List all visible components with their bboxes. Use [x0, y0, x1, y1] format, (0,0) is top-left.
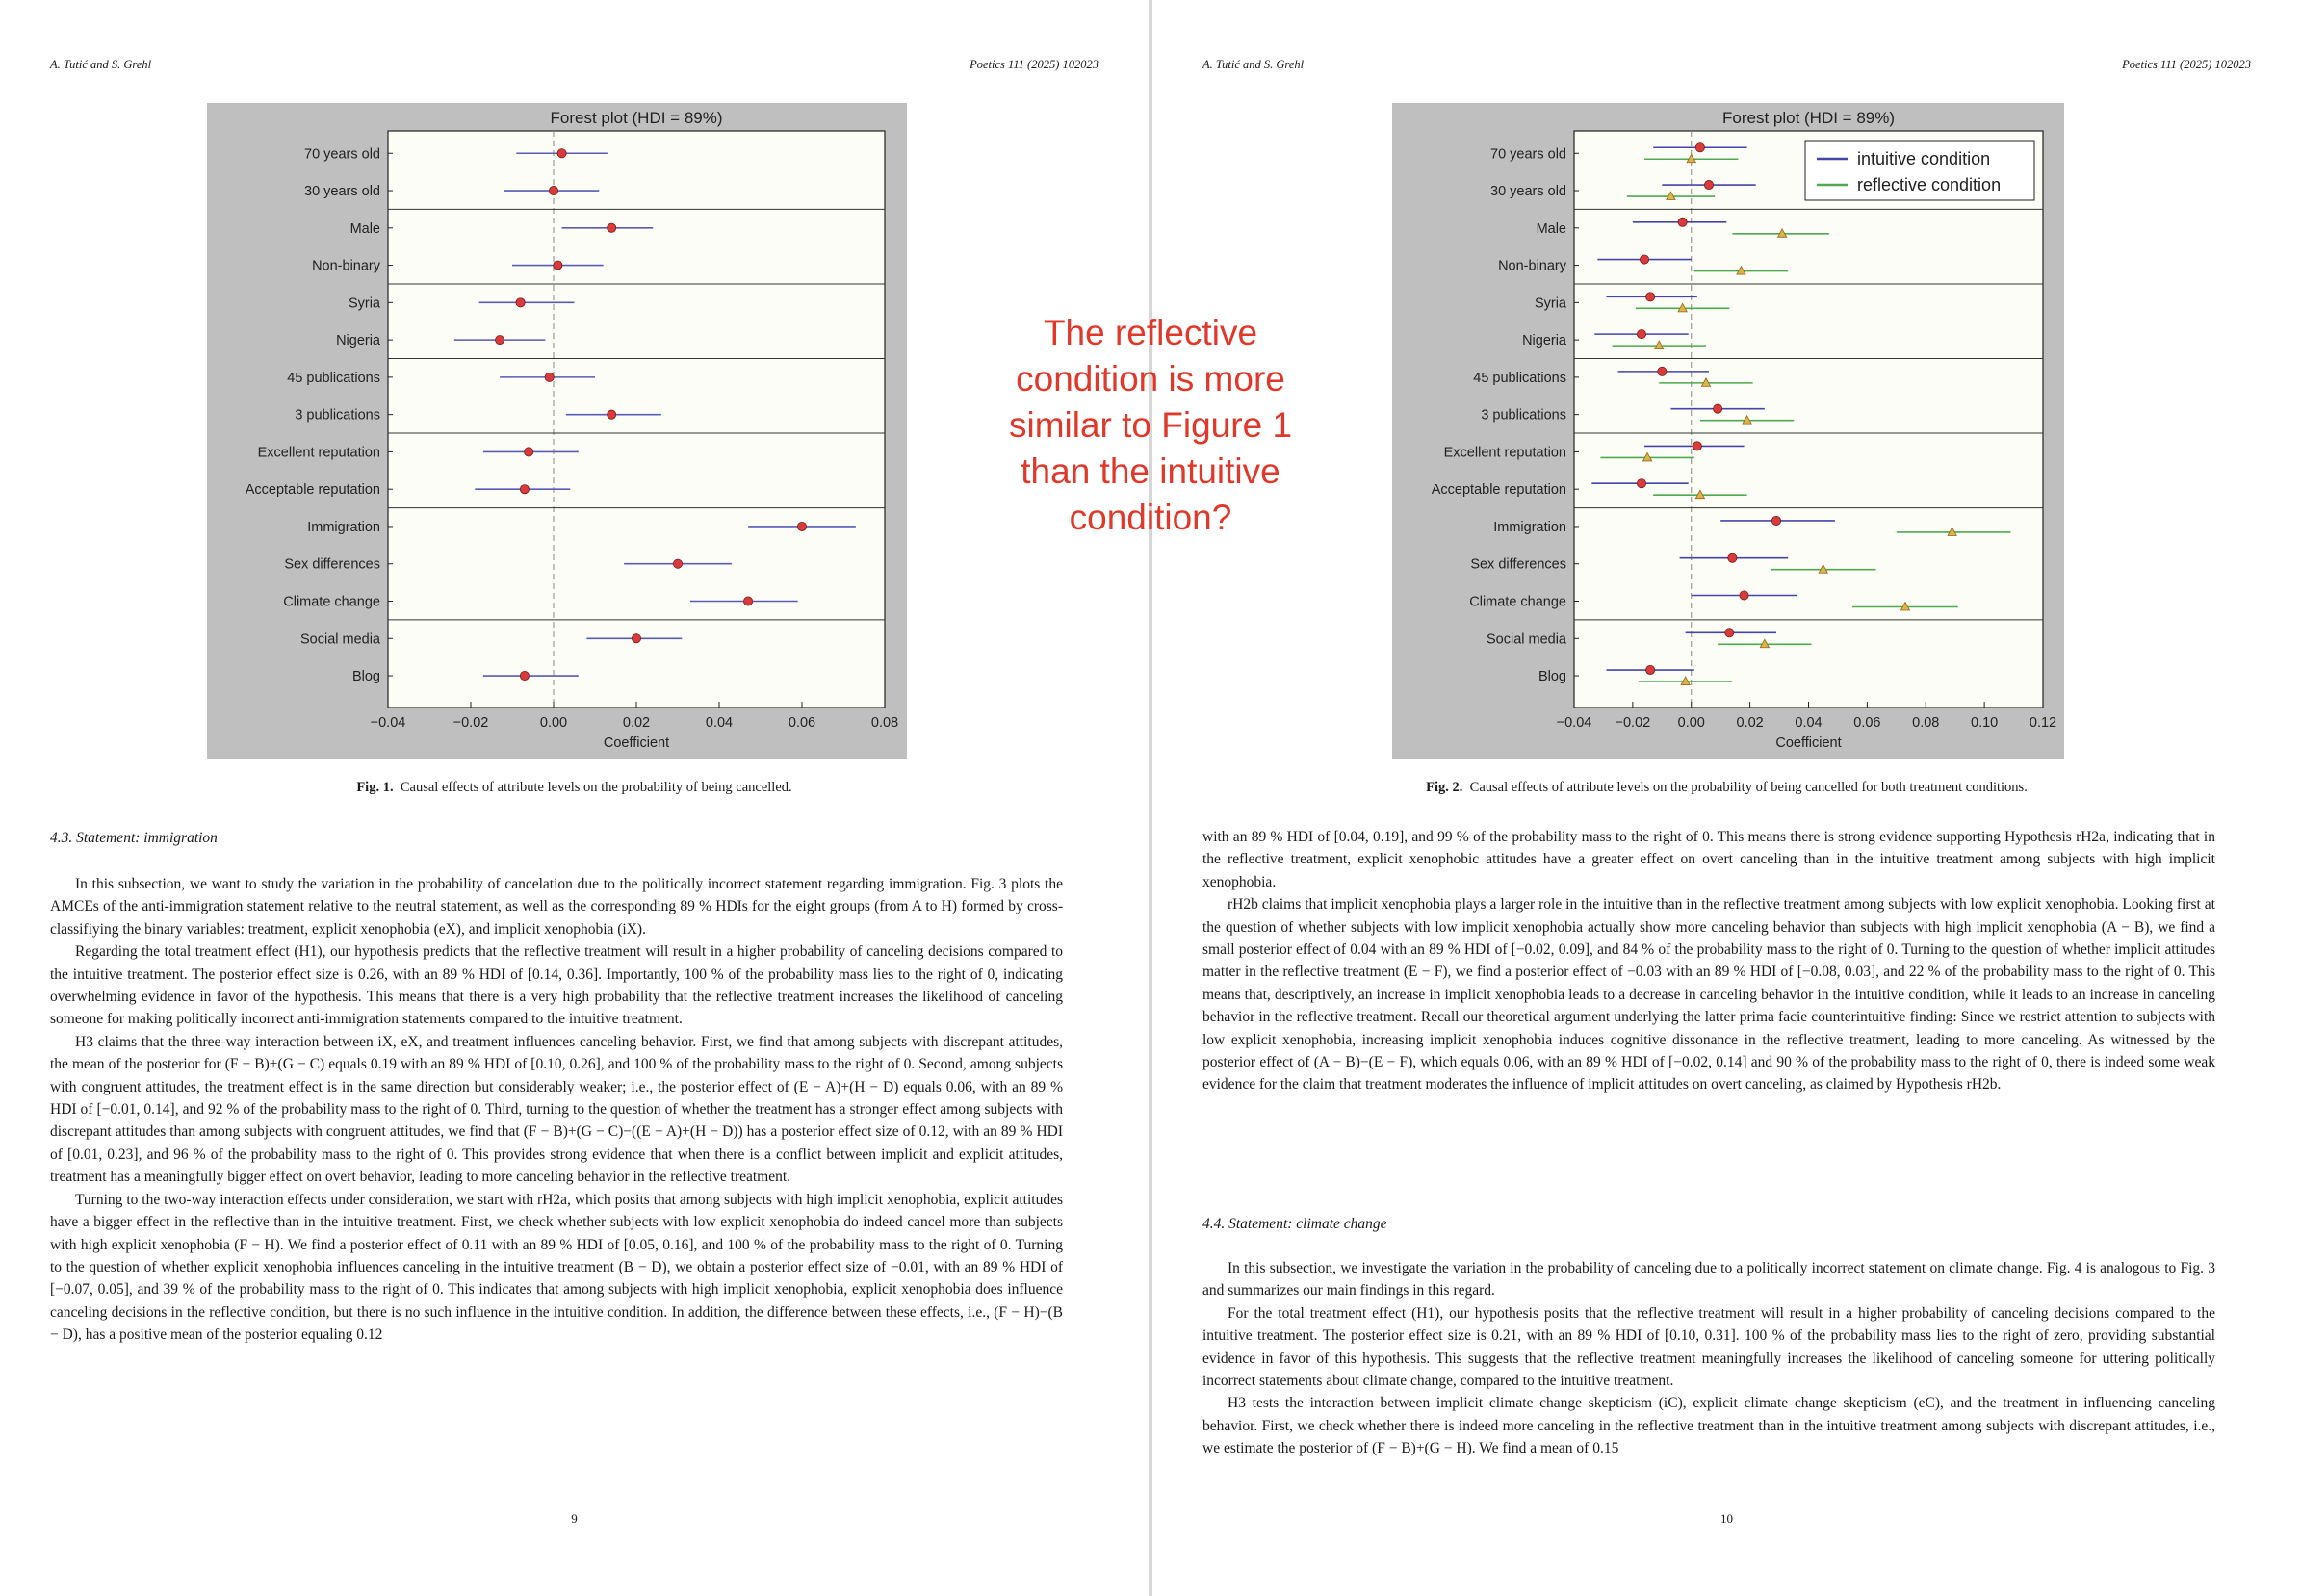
plot-area [388, 131, 885, 708]
paragraph: In this subsection, we want to study the variation in the probability of cancelation due to the politically incorrect statement regarding immigration. Fig. 3 plots the AMCEs of the anti-immigration statement relative to the neutral statement, as well as the corresponding 89 % HDIs for the eight groups (from A to H) formed by cross-classifiying the binary variables: treatment, explicit xenophobia (eX), and implicit xenophobia (iX). [50, 876, 1063, 938]
y-tick-label: Sex differences [1470, 556, 1566, 573]
x-tick-label: 0.02 [622, 715, 651, 731]
y-tick-label: Climate change [283, 594, 380, 610]
y-tick-label: 3 publications [1481, 407, 1566, 424]
point-estimate [1693, 442, 1701, 450]
y-tick-label: Acceptable reputation [245, 482, 380, 499]
x-axis-label: Coefficient [603, 735, 670, 751]
x-tick-label: 0.06 [788, 715, 816, 731]
x-tick-label: 0.04 [705, 715, 734, 731]
x-tick-label: 0.06 [1853, 715, 1881, 731]
y-tick-label: Acceptable reputation [1431, 482, 1566, 499]
point-estimate [1640, 255, 1648, 264]
point-estimate [673, 559, 682, 568]
x-axis-label: Coefficient [1775, 735, 1842, 751]
y-tick-label: Social media [1486, 631, 1566, 648]
figure-2-label: Fig. 2. [1426, 780, 1463, 795]
y-tick-label: Syria [1534, 296, 1566, 312]
figure-1 [207, 103, 907, 759]
paragraph: Turning to the two-way interaction effects under consideration, we start with rH2a, which posits that among subjects with high implicit xenophobia, explicit attitudes have a bigger effect in the reflective than in the intuitive treatment. First, we check whether subjects with low explicit xenophobia do indeed cancel more than subjects with high explicit xenophobia (F − H). We find a posterior effect of 0.11 with an 89 % HDI of [0.05, 0.16], and 100 % of the probability mass to the right of 0. Turning to the question of whether explicit xenophobia influences canceling in the intuitive treatment (B − D), we obtain a posterior effect size of −0.01, with an 89 % HDI of [−0.07, 0.05], and 39 % of the probability mass to the right of 0. This indicates that among subjects with high implicit xenophobia, explicit xenophobia does influence canceling decisions in the reflective condition, but there is no such influence in the intuitive condition. In addition, the difference between these effects, i.e., (F − H)−(B − D), has a positive mean of the posterior equaling 0.12 [50, 1191, 1063, 1344]
y-tick-label: 45 publications [287, 370, 380, 386]
y-tick-label: 30 years old [1490, 184, 1566, 200]
left-body-text [50, 873, 1063, 1347]
page-number: 10 [1720, 1511, 1733, 1526]
paragraph: H3 tests the interaction between implicit climate change skepticism (iC), explicit climate change skepticism (eC), and the treatment in influencing canceling behavior. First, we check whether there is indeed more canceling in the reflective treatment than in the intuitive treatment among subjects with discrepant attitudes, i.e., we estimate the posterior of (F − B)+(G − H). We find a mean of 0.15 [1202, 1395, 2215, 1457]
figure-2-caption [1152, 780, 2301, 796]
legend-label: intuitive condition [1857, 149, 1991, 168]
page-9 [0, 0, 1149, 1596]
forest-plot-1 [207, 103, 907, 759]
point-estimate [1714, 404, 1722, 413]
point-estimate [549, 186, 557, 194]
point-estimate [1704, 180, 1713, 189]
x-tick-label: −0.02 [1615, 715, 1651, 731]
point-estimate [1740, 591, 1748, 600]
y-tick-label: Non-binary [1498, 258, 1566, 274]
paragraph: For the total treatment effect (H1), our hypothesis posits that the reflective treatment will result in a higher probability of canceling decisions compared to the intuitive treatment. The posterior effect size is 0.21, with an 89 % HDI of [0.10, 0.31]. 100 % of the probability mass lies to the right of zero, providing substantial evidence in favor of this hypothesis. This suggests that the reflective treatment meaningfully increases the likelihood of canceling someone for uttering politically incorrect statements about climate change, compared to the intuitive treatment. [1202, 1304, 2215, 1390]
x-tick-label: 0.04 [1795, 715, 1823, 731]
point-estimate [520, 485, 529, 494]
figure-1-label: Fig. 1. [356, 780, 394, 795]
x-tick-label: −0.02 [452, 715, 489, 731]
figure-1-caption-text: Causal effects of attribute levels on the probability of being cancelled. [400, 780, 792, 795]
y-tick-label: Male [1536, 220, 1566, 237]
y-tick-label: Immigration [1493, 519, 1566, 535]
y-tick-label: Sex differences [284, 556, 380, 573]
point-estimate [520, 671, 529, 680]
page-10 [1152, 0, 2301, 1596]
y-tick-label: Climate change [1469, 594, 1566, 610]
x-tick-label: 0.02 [1736, 715, 1764, 731]
y-tick-label: Excellent reputation [1443, 445, 1566, 461]
point-estimate [632, 634, 640, 643]
x-tick-label: 0.00 [539, 715, 568, 731]
y-tick-label: Social media [299, 631, 380, 648]
x-tick-label: 0.08 [870, 715, 899, 731]
figure-2 [1392, 103, 2064, 759]
y-tick-label: 45 publications [1473, 370, 1566, 386]
figure-2-caption-text: Causal effects of attribute levels on the probability of being cancelled for both treatment conditions. [1469, 780, 2028, 795]
paragraph: Regarding the total treatment effect (H1), our hypothesis predicts that the reflective treatment will result in a higher probability of canceling decisions compared to the intuitive treatment. The posterior effect size is 0.26, with an 89 % HDI of [0.14, 0.36]. Importantly, 100 % of the probability mass lies to the right of 0, indicating overwhelming evidence in favor of the hypothesis. This means that there is a very high probability that the reflective treatment increases the likelihood of canceling someone for making politically incorrect anti-immigration statements compared to the intuitive treatment. [50, 943, 1063, 1028]
legend-label: reflective condition [1857, 175, 2002, 194]
point-estimate [608, 223, 616, 232]
point-estimate [557, 149, 566, 158]
y-tick-label: Blog [1538, 669, 1566, 685]
point-estimate [1728, 553, 1737, 562]
point-estimate [744, 597, 753, 605]
point-estimate [1695, 143, 1704, 152]
point-estimate [1771, 516, 1780, 525]
y-tick-label: 3 publications [295, 407, 380, 424]
paragraph: In this subsection, we investigate the variation in the probability of canceling due to a politically incorrect statement on climate change. Fig. 4 is analogous to Fig. 3 and summarizes our main findings in this regard. [1202, 1260, 2215, 1300]
plot-area [1574, 131, 2043, 708]
running-header-journal: Poetics 111 (2025) 102023 [2122, 58, 2251, 71]
chart-title: Forest plot (HDI = 89%) [550, 109, 723, 127]
x-tick-label: 0.00 [1677, 715, 1705, 731]
point-estimate [1725, 629, 1734, 637]
running-header-authors: A. Tutić and S. Grehl [1202, 58, 1305, 71]
point-estimate [1678, 218, 1687, 226]
chart-title: Forest plot (HDI = 89%) [1721, 109, 1896, 127]
section-4-3-heading: 4.3. Statement: immigration [50, 830, 218, 846]
y-tick-label: Nigeria [1522, 333, 1566, 349]
paragraph: rH2b claims that implicit xenophobia plays a larger role in the intuitive than in the reflective treatment among subjects with low explicit xenophobia. Looking first at the question of whether subjects with low implicit xenophobia actually show more canceling behavior than subjects with high implicit xenophobia (A − B), we find a small posterior effect of 0.04 with an 89 % HDI of [−0.02, 0.09], and 84 % of the probability mass to the right of 0. Turning to the question of whether implicit attitudes matter in the reflective treatment (E − F), we find a posterior effect of −0.03 with an 89 % HDI of [−0.08, 0.03], and 22 % of the probability mass to the right of 0. This means that, descriptively, an increase in implicit xenophobia leads to a decrease in canceling behavior in the intuitive condition, while it leads to an increase in canceling behavior in the reflective treatment. Recall our theoretical argument underlying the latter prima facie counterintuitive finding: Since we restrict attention to subjects with low explicit xenophobia, increasing implicit xenophobia induces cognitive dissonance in the reflective treatment, leading to more canceling. As witnessed by the posterior effect of (A − B)−(E − F), which equals 0.06, with an 89 % HDI of [−0.02, 0.14] and 90 % of the probability mass to the right of 0, there is indeed some weak evidence for the claim that treatment moderates the influence of implicit attitudes on overt canceling, as claimed by Hypothesis rH2b. [1202, 896, 2215, 1094]
point-estimate [797, 522, 806, 530]
running-header-authors: A. Tutić and S. Grehl [50, 58, 152, 71]
x-tick-label: 0.12 [2029, 715, 2057, 731]
y-tick-label: Nigeria [336, 333, 380, 349]
point-estimate [1658, 367, 1667, 375]
y-tick-label: Syria [348, 296, 380, 312]
x-tick-label: −0.04 [370, 715, 406, 731]
x-tick-label: 0.08 [1912, 715, 1940, 731]
y-tick-label: Excellent reputation [257, 445, 380, 461]
y-tick-label: Blog [351, 669, 380, 685]
paragraph: H3 claims that the three-way interaction between iX, eX, and treatment influences canceling behavior. First, we find that among subjects with discrepant attitudes, the mean of the posterior for (F − B)+(G − C) equals 0.19 with an 89 % HDI of [0.10, 0.26], and 100 % of the probability mass to the right of 0. Second, among subjects with congruent attitudes, the treatment effect is in the same direction but considerably weaker; i.e., the posterior effect of (E − A)+(H − D) equals 0.06, with an 89 % HDI of [−0.01, 0.14], and 92 % of the probability mass to the right of 0. Third, turning to the question of whether the treatment has a stronger effect among subjects with discrepant attitudes than among subjects with congruent attitudes, we find that (F − B)+(G − C)−((E − A)+(H − D)) has a posterior effect size of 0.12, with an 89 % HDI of [0.01, 0.23], and 96 % of the probability mass to the right of 0. This provides strong evidence that when there is a conflict between implicit and explicit attitudes, treatment has a meaningfully bigger effect on overt behavior, leading to more canceling behavior in the reflective treatment. [50, 1033, 1063, 1186]
section-4-4-heading: 4.4. Statement: climate change [1202, 1216, 1387, 1232]
point-estimate [545, 373, 554, 381]
point-estimate [1637, 479, 1645, 488]
point-estimate [1637, 330, 1645, 339]
y-tick-label: 70 years old [1490, 146, 1566, 163]
y-tick-label: 70 years old [304, 146, 380, 163]
x-tick-label: −0.04 [1556, 715, 1592, 731]
page-number: 9 [571, 1511, 578, 1526]
right-body-text-top [1202, 826, 2215, 1096]
y-tick-label: Immigration [307, 519, 380, 535]
x-tick-label: 0.10 [1971, 715, 1999, 731]
figure-1-caption [0, 780, 1149, 796]
point-estimate [1646, 293, 1655, 301]
right-body-text-bottom [1202, 1257, 2215, 1460]
y-tick-label: 30 years old [304, 184, 380, 200]
paragraph: with an 89 % HDI of [0.04, 0.19], and 99 % of the probability mass to the right of 0. This means there is strong evidence supporting Hypothesis rH2a, indicating that in the reflective treatment, explicit xenophobic attitudes have a greater effect on overt canceling than in the intuitive treatment among subjects with high implicit xenophobia. [1202, 829, 2215, 890]
point-estimate [496, 336, 504, 345]
point-estimate [608, 410, 616, 419]
point-estimate [516, 298, 525, 307]
y-tick-label: Non-binary [312, 258, 380, 274]
point-estimate [1646, 665, 1655, 674]
y-tick-label: Male [349, 220, 380, 237]
point-estimate [525, 448, 533, 456]
forest-plot-2 [1392, 103, 2064, 759]
running-header-journal: Poetics 111 (2025) 102023 [970, 58, 1099, 71]
annotation-question: The reflective condition is more similar to Figure 1 than the intuitive condition? [1008, 313, 1293, 537]
point-estimate [554, 261, 562, 270]
